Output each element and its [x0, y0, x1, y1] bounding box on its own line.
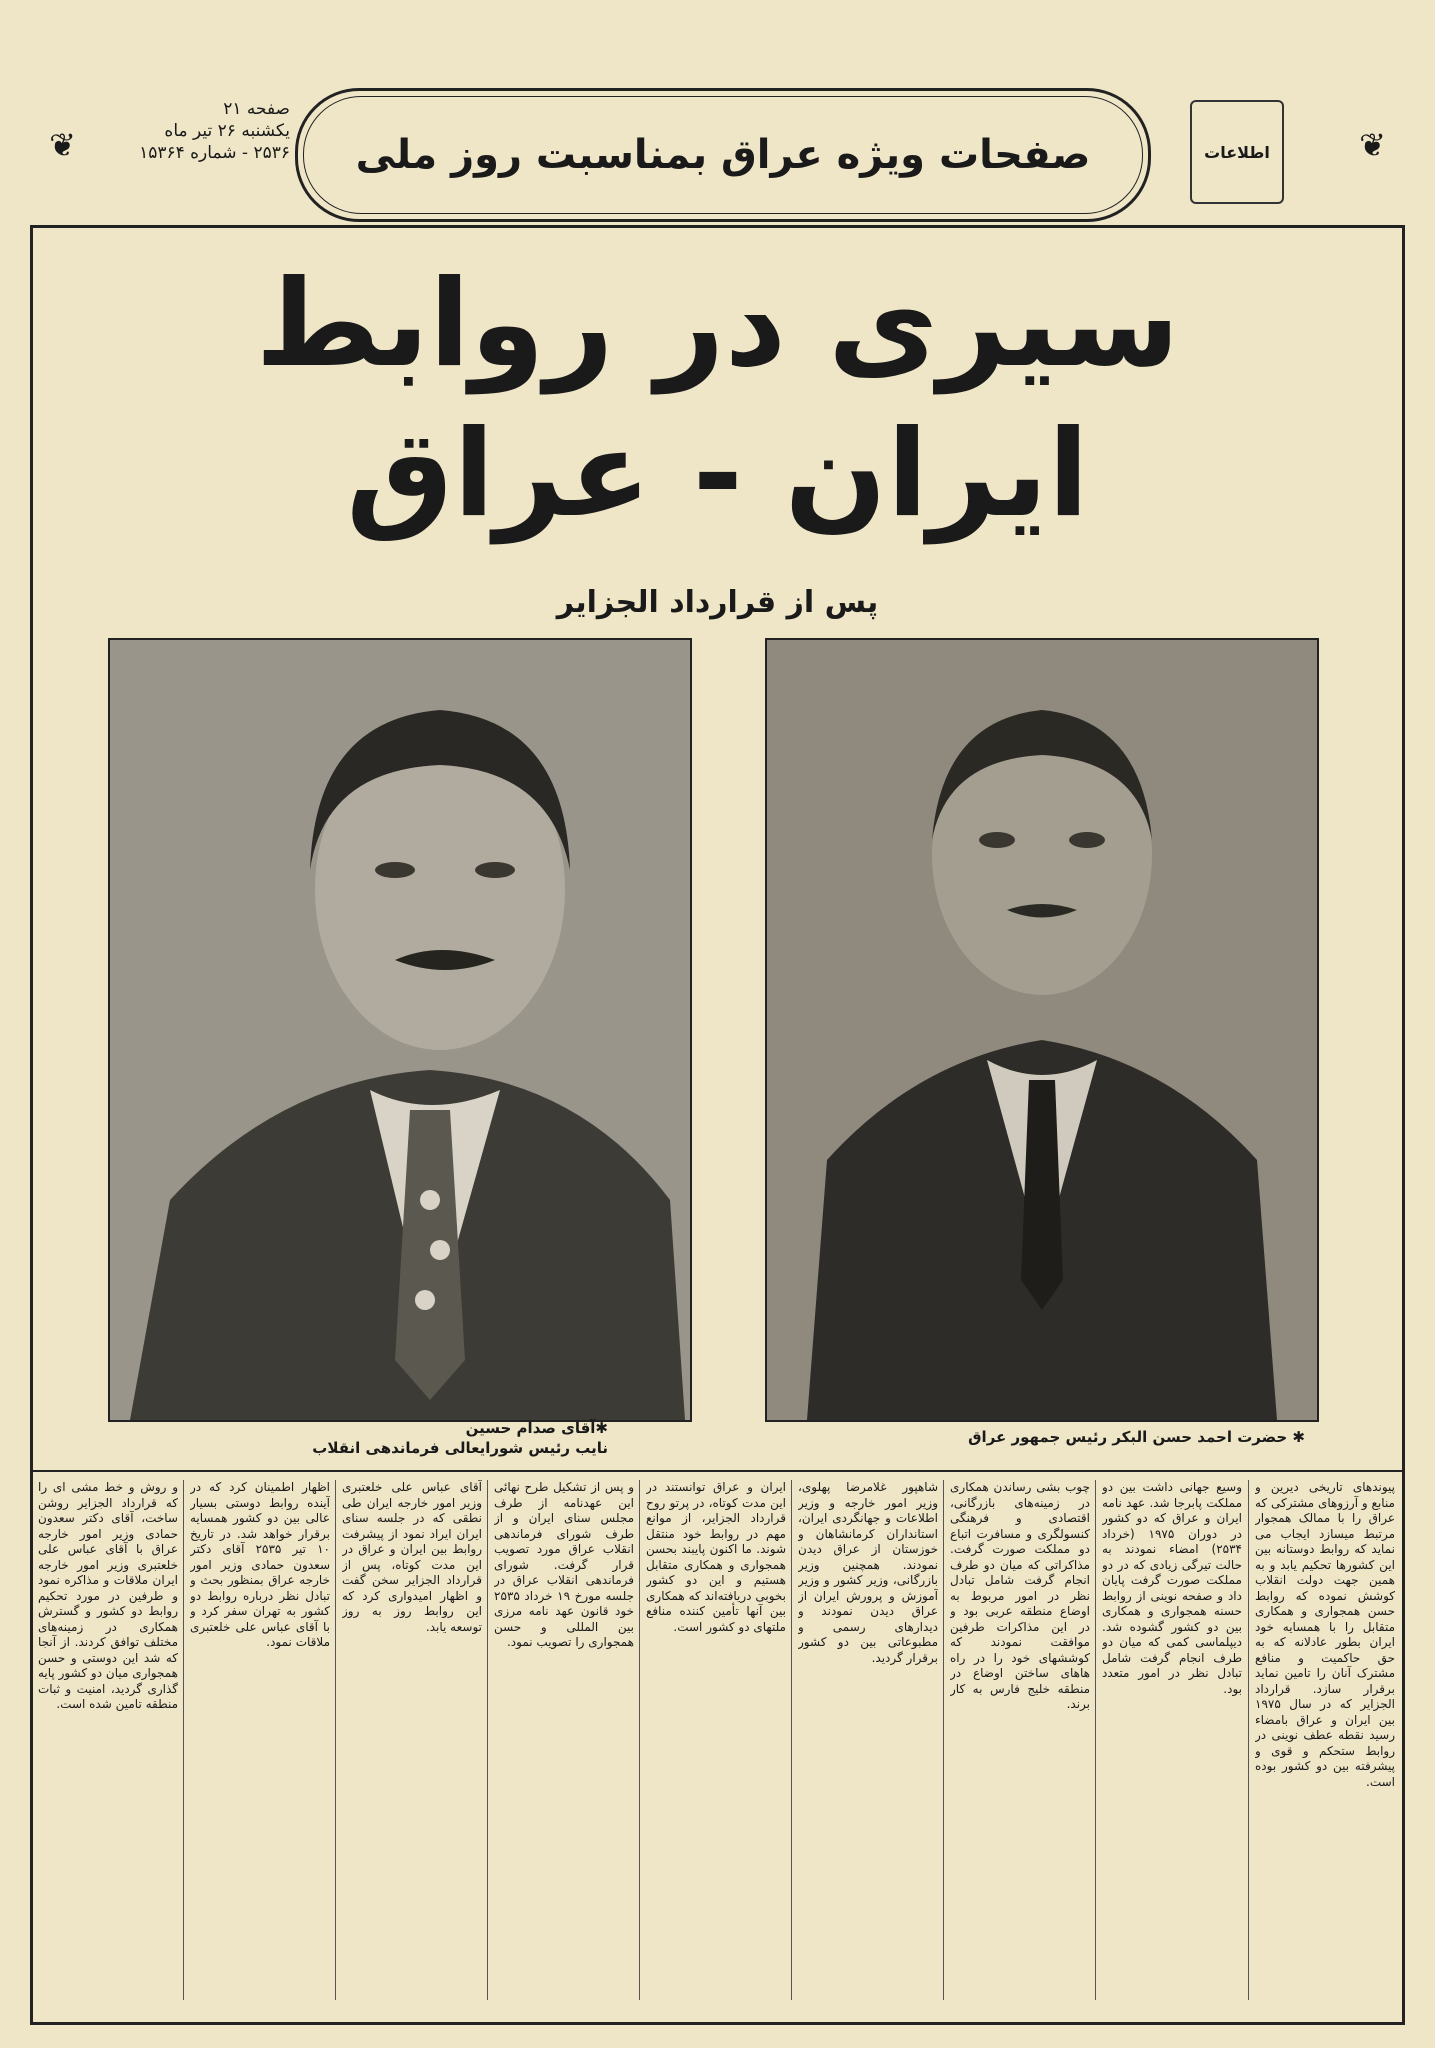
column-divider — [1248, 1480, 1249, 2000]
article-column-6: و پس از تشکیل طرح نهائی این عهدنامه از طرف مجلس سنای ایران و از طرف شورای فرماندهی انقلاب عراق مورد تصویب قرار گرفت. شورای فرماندهی انقلاب عراق در جلسه مورخ ۱۹ خرداد ۲۵۳۵ خود قانون عهد نامه مرزی بین المللی و حسن همجواری را تصویب نمود. — [494, 1480, 634, 1649]
article-column-5: ایران و عراق توانستند در این مدت کوتاه، در پرتو روح قرارداد الجزایر، از موانع مهم در روابط خود منتقل شوند. ما اکنون پایبند بحسن همجواری و همکاری متقابل هستیم و این دو کشور بخوبی دریافته‌اند که همکاری بین آنها تأمین کننده منافع ملتهای دو کشور است. — [646, 1480, 786, 1634]
column-divider — [487, 1480, 488, 2000]
caption-right-text: حضرت احمد حسن البکر رئیس جمهور عراق — [968, 1428, 1288, 1446]
portrait-right-image — [767, 640, 1317, 1420]
caption-left-photo — [108, 1418, 608, 1458]
date-line: یکشنبه ۲۶ تیر ماه — [164, 121, 290, 141]
article-column-1: پیوندهای تاریخی دیرین و منابع و آرزوهای مشترکی که عراق را با ممالک همجوار مرتبط میسازد ایجاب می نماید که روابط دوستانه بین این کشورها تحکیم یابد و به همین جهت دولت انقلاب کوشش نموده که روابط حسن همجواری و همکاری متقابل را با همسایه خود ایران بطور عادلانه که به حق حاکمیت و منافع مشترک آنان را تامین نماید برقرار سازد. قرارداد الجزایر که در سال ۱۹۷۵ بین ایران و عراق بامضاء رسید نقطه عطف نوینی در روابط ستحکم و قوی و پیشرفته بین دو کشور بوده است. — [1255, 1480, 1395, 1789]
section-title-frame — [295, 88, 1151, 222]
headline-line-2: ایران - عراق — [346, 405, 1089, 544]
article-column-4: شاهپور غلامرضا پهلوی، وزیر امور خارجه و وزیر اطلاعات و جهانگردی ایران، استانداران کرمانشاهان و خوزستان از عراق دیدن نمودند. همچنین وزیر بازرگانی، وزیر کشور و وزیر آموزش و پرورش ایران از عراق دیدن نمودند و دیدارهای رسمی و مطبوعاتی بین دو کشور برقرار گردید. — [798, 1480, 938, 1665]
photo-ahmad-hassan-al-bakr — [765, 638, 1319, 1422]
headline-subtitle: پس از قرارداد الجزایر — [556, 585, 879, 620]
column-divider — [791, 1480, 792, 2000]
column-divider — [335, 1480, 336, 2000]
column-top-rule — [30, 1470, 1405, 1472]
column-divider — [639, 1480, 640, 2000]
article-column-2: وسیع جهانی داشت بین دو مملکت پابرجا شد. عهد نامه ایران و عراق که دو کشور در دوران ۱۹۷۵ (خرداد ۲۵۳۴) امضاء نمودند به حالت تیرگی زیادی که در دو مملکت صورت گرفت پایان داد و صفحه نوینی از روابط حسنه همجواری و همکاری بین دو کشور گشوده شد. دیپلماسی کمی که میان دو طرف انجام گرفت شامل تبادل نظر در امور متعدد بود. — [1102, 1480, 1242, 1696]
caption-star-icon: ✱ — [1287, 1428, 1305, 1446]
article-column-9: و روش و خط مشی ای را که قرارداد الجزایر روشن ساخت، آقای دکتر سعدون حمادی وزیر امور خارجه عراق با آقای عباس علی خلعتبری وزیر امور خارجه ایران ملاقات و مذاکره نمود و طرفین در مورد تحکیم روابط دو کشور و گسترش همکاری در زمینه‌های مختلف توافق کردند. از آنجا که شد این دوستی و حسن همجواری میان دو کشور پایه گذاری گردید، امنیت و ثبات منطقه تامین شده است. — [38, 1480, 178, 1711]
caption-left-line-1: آقای صدام حسین — [465, 1419, 596, 1437]
page-label: صفحه ۲۱ — [223, 99, 290, 119]
issue-info — [115, 98, 290, 164]
headline-line-1: سیری در روابط — [255, 255, 1180, 394]
column-divider — [943, 1480, 944, 2000]
article-column-8: اظهار اطمینان کرد که در آینده روابط دوستی بسیار عالی بین دو کشور همسایه برقرار خواهد شد. در تاریخ ۱۰ تیر ۲۵۳۵ آقای دکتر سعدون حمادی وزیر امور خارجه عراق بمنظور بحث و تبادل نظر درباره روابط دو کشور به تهران سفر کرد و با آقای عباس علی خلعتبری ملاقات نمود. — [190, 1480, 330, 1649]
newspaper-logo: اطلاعات — [1190, 100, 1284, 204]
photo-saddam-hussein — [108, 638, 692, 1422]
right-ornament-icon: ❦ — [1359, 126, 1386, 164]
newspaper-page — [30, 40, 1405, 2030]
section-title: صفحات ویژه عراق بمناسبت روز ملی — [303, 96, 1143, 214]
issue-line: ۲۵۳۶ - شماره ۱۵۳۶۴ — [139, 143, 290, 163]
left-ornament-icon: ❦ — [49, 126, 76, 164]
caption-left-line-2: نایب رئیس شورایعالی فرماندهی انقلاب — [312, 1439, 608, 1457]
article-column-3: چوب بشی رساندن همکاری در زمینه‌های بازرگانی، اقتصادی و فرهنگی کنسولگری و مسافرت اتباع دو مملکت صورت گرفت. مذاکراتی که میان دو طرف انجام گرفت شامل تبادل نظر در امور مربوط به اوضاع منطقه عربی بود و در این مذاکرات طرفین موافقت نمودند که کوششهای خود را در راه هاهای ساختن اوضاع در منطقه خلیج فارس به کار برند. — [950, 1480, 1090, 1711]
caption-right-photo — [765, 1427, 1305, 1447]
portrait-left-image — [110, 640, 690, 1420]
article-column-7: آقای عباس علی خلعتبری وزیر امور خارجه ایران طی نطقی که در جلسه سنای ایران ایراد نمود از پیشرفت روابط بین ایران و عراق در این مدت کوتاه، پس از قرارداد الجزایر سخن گفت و اظهار امیدواری کرد که این روابط روز به روز توسعه یابد. — [342, 1480, 482, 1634]
caption-star-icon: ✱ — [595, 1419, 608, 1437]
column-divider — [183, 1480, 184, 2000]
column-divider — [1095, 1480, 1096, 2000]
